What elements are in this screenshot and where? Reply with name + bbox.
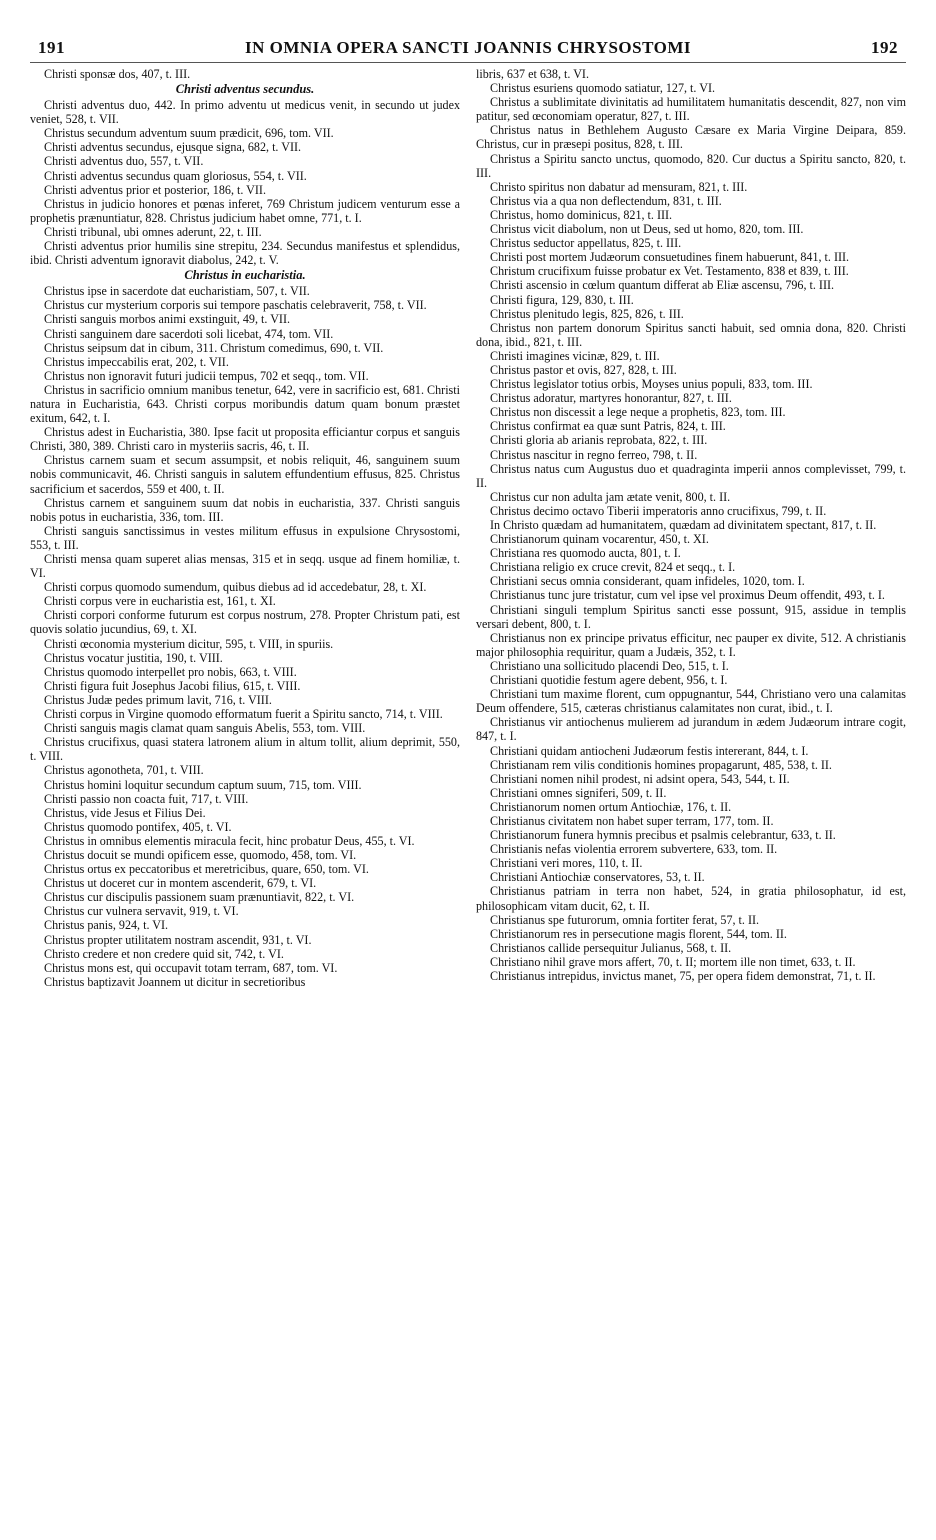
section-heading: Christus in eucharistia. xyxy=(184,268,306,283)
index-entry: Christus secundum adventum suum prædicit, 696, tom. VII. xyxy=(44,126,334,141)
index-entry: Christo credere et non credere quid sit, 742, t. VI. xyxy=(44,946,284,961)
index-entry: Christianus vir antiochenus mulierem ad jurandum in ædem Judæorum intrare cogit, 847, t. I. xyxy=(476,715,906,744)
index-entry: Christus agonotheta, 701, t. VIII. xyxy=(44,763,204,778)
index-entry: Christiani quidam antiocheni Judæorum festis intererant, 844, t. I. xyxy=(490,743,809,758)
page-number-right: 192 xyxy=(871,38,898,57)
index-entry: Christiani Antiochiæ conservatores, 53, t. II. xyxy=(490,870,705,885)
index-entry: Christus legislator totius orbis, Moyses unius populi, 833, tom. III. xyxy=(490,377,813,392)
index-entry: Christus, vide Jesus et Filius Dei. xyxy=(44,805,206,820)
index-entry: Christus seductor appellatus, 825, t. III. xyxy=(490,236,682,251)
index-entry: Christi ascensio in cœlum quantum differat ab Eliæ ascensu, 796, t. III. xyxy=(490,278,835,293)
index-entry: Christi sanguinem dare sacerdoti soli licebat, 474, tom. VII. xyxy=(44,326,334,341)
index-entry: Christus in sacrificio omnium manibus tenetur, 642, vere in sacrificio est, 681. Christi natura in Eucharistia, 643. Christi corpus moribundis datum quam bonum præstet exitum, 642, t. I. xyxy=(30,382,460,426)
index-entry: Christianis nefas violentia errorem subvertere, 633, tom. II. xyxy=(490,842,778,857)
section-heading: Christi adventus secundus. xyxy=(175,82,315,97)
index-entry: Christus cur non adulta jam ætate venit, 800, t. II. xyxy=(490,489,731,504)
index-entry: Christo spiritus non dabatur ad mensuram, 821, t. III. xyxy=(490,179,748,194)
index-entry: Christi sanguis sanctissimus in vestes militum effusus in expulsione Chrysostomi, 553, t. III. xyxy=(30,523,460,552)
running-header xyxy=(30,38,906,63)
index-entry: Christus ut doceret cur in montem ascenderit, 679, t. VI. xyxy=(44,876,317,891)
index-entry: Christiana religio ex cruce crevit, 824 et seqq., t. I. xyxy=(490,560,736,575)
index-entry: Christus carnem suam et secum assumpsit, et nobis reliquit, 46, sanguinem suum nobis communicavit, 46. Christi sanguis in salutem effundentium effusus, 825. Christus sacrificium et sacerdos, 559 et 400, t. II. xyxy=(30,453,460,496)
index-entry: Christi œconomia mysterium dicitur, 595, t. VIII, in spuriis. xyxy=(44,636,334,651)
index-entry: Christus baptizavit Joannem ut dicitur in secretioribus xyxy=(44,974,306,989)
index-entry: Christiani secus omnia considerant, quam infideles, 1020, tom. I. xyxy=(490,574,805,589)
index-entry: Christus adoratur, martyres honorantur, 827, t. III. xyxy=(490,391,732,406)
index-entry: Christus plenitudo legis, 825, 826, t. III. xyxy=(490,306,684,321)
index-entry: Christus a sublimitate divinitatis ad humilitatem humanitatis descendit, 827, non vim patitur, sed œconomiam operatur, 827, t. III. xyxy=(476,95,906,124)
index-entry: Christus non discessit a lege neque a prophetis, 823, tom. III. xyxy=(490,405,786,420)
index-entry: Christi sanguis magis clamat quam sanguis Abelis, 553, tom. VIII. xyxy=(44,721,366,736)
index-entry: Christi sanguis morbos animi exstinguit, 49, t. VII. xyxy=(44,312,291,327)
index-entry: Christiani singuli templum Spiritus sancti esse possunt, 915, assidue in templis versari debent, 800, t. I. xyxy=(476,602,906,631)
index-entry: Christus cur mysterium corporis sui tempore paschatis celebraverit, 758, t. VII. xyxy=(44,298,427,313)
index-entry: Christi mensa quam superet alias mensas, 315 et in seqq. usque ad finem homiliæ, t. VI. xyxy=(30,552,460,581)
index-entry: Christiani veri mores, 110, t. II. xyxy=(490,856,643,871)
index-entry: Christianus civitatem non habet super terram, 177, tom. II. xyxy=(490,813,774,828)
index-entry: Christus esuriens quomodo satiatur, 127, t. VI. xyxy=(490,81,716,96)
index-entry: Christianorum nomen ortum Antiochiæ, 176, t. II. xyxy=(490,799,732,814)
index-entry: Christus in judicio honores et pœnas inferet, 769 Christum judicem venturum esse a prophetis prænuntiatur, 828. Christus judicium habet omne, 771, t. I. xyxy=(30,196,460,225)
index-entry: Christi adventus secundus quam gloriosus, 554, t. VII. xyxy=(44,168,307,183)
index-entry: Christianos callide persequitur Julianus, 568, t. II. xyxy=(490,940,732,955)
index-entry: libris, 637 et 638, t. VI. xyxy=(476,67,589,81)
index-entry: Christiana res quomodo aucta, 801, t. I. xyxy=(490,546,681,561)
index-entry: Christus quomodo pontifex, 405, t. VI. xyxy=(44,819,232,834)
index-entry: Christus non partem donorum Spiritus sancti habuit, sed omnia dona, 820. Christi dona, ibid., 821, t. III. xyxy=(476,320,906,349)
index-entry: Christi corpus vere in eucharistia est, 161, t. XI. xyxy=(44,594,276,609)
index-entry: Christus crucifixus, quasi statera latronem alium in altum tollit, alium deprimit, 550, t. VIII. xyxy=(30,735,460,764)
index-entry: Christus Judæ pedes primum lavit, 716, t. VIII. xyxy=(44,692,272,707)
index-entry: Christi gloria ab arianis reprobata, 822, t. III. xyxy=(490,433,708,448)
index-entry: Christus confirmat ea quæ sunt Patris, 824, t. III. xyxy=(490,419,726,434)
left-column xyxy=(30,67,460,989)
index-entry: Christus in omnibus elementis miracula fecit, hinc probatur Deus, 455, t. VI. xyxy=(44,833,415,848)
index-entry: Christiano nihil grave mors affert, 70, t. II; mortem ille non timet, 633, t. II. xyxy=(490,954,856,969)
index-entry: Christianorum funera hymnis precibus et psalmis celebrantur, 633, t. II. xyxy=(490,828,836,843)
page-number-left: 191 xyxy=(38,38,65,57)
running-title: IN OMNIA OPERA SANCTI JOANNIS CHRYSOSTOMI xyxy=(244,38,692,57)
index-entry: Christus quomodo interpellet pro nobis, 663, t. VIII. xyxy=(44,664,297,679)
index-entry: Christi adventus prior humilis sine strepitu, 234. Secundus manifestus et splendidus, ibid. Christi adventum ignoravit diabolus, 242, t. V. xyxy=(30,239,460,268)
index-entry: Christus vocatur justitia, 190, t. VIII. xyxy=(44,650,223,665)
index-entry: Christus ortus ex peccatoribus et meretricibus, quare, 650, tom. VI. xyxy=(44,862,369,877)
index-entry: Christus vicit diabolum, non ut Deus, sed ut homo, 820, tom. III. xyxy=(490,222,804,237)
index-entry: Christi adventus prior et posterior, 186, t. VII. xyxy=(44,182,266,197)
index-entry: Christus a Spiritu sancto unctus, quomodo, 820. Cur ductus a Spiritu sancto, 820, t. III. xyxy=(476,151,906,180)
index-entry: Christi tribunal, ubi omnes aderunt, 22, t. III. xyxy=(44,224,262,239)
index-entry: Christum crucifixum fuisse probatur ex Vet. Testamento, 838 et 839, t. III. xyxy=(490,264,849,279)
index-entry: Christi corpus in Virgine quomodo efformatum fuerit a Spiritu sancto, 714, t. VIII. xyxy=(44,707,443,722)
index-entry: Christiani tum maxime florent, cum oppugnantur, 544, Christiano vero una calamitas Deum offendere, 515, cæteras christianus calamitates non curat, ibid., t. I. xyxy=(476,687,906,716)
index-entry: Christus, homo dominicus, 821, t. III. xyxy=(490,207,673,222)
index-entry: Christus mons est, qui occupavit totam terram, 687, tom. VI. xyxy=(44,960,338,975)
right-column xyxy=(476,67,906,989)
index-entry: Christi passio non coacta fuit, 717, t. VIII. xyxy=(44,791,249,806)
index-entry: Christianus spe futurorum, omnia fortiter ferat, 57, t. II. xyxy=(490,912,760,927)
index-entry: Christus impeccabilis erat, 202, t. VII. xyxy=(44,354,229,369)
index-entry: Christus propter utilitatem nostram ascendit, 931, t. VI. xyxy=(44,932,312,947)
index-entry: Christi corpus quomodo sumendum, quibus diebus ad id accedebatur, 28, t. XI. xyxy=(44,580,427,595)
index-entry: Christiani quotidie festum agere debent, 956, t. I. xyxy=(490,673,728,688)
index-entry: Christianus intrepidus, invictus manet, 75, per opera fidem demonstrat, 71, t. II. xyxy=(490,969,876,983)
index-entry: Christiani omnes signiferi, 509, t. II. xyxy=(490,785,667,800)
index-entry: In Christo quædam ad humanitatem, quædam ad divinitatem spectant, 817, t. II. xyxy=(490,518,877,532)
index-entry: Christianus patriam in terra non habet, 524, in gratia philosophatur, id est, philosophicam vitam ducit, 62, t. II. xyxy=(476,884,906,913)
index-entry: Christus cur discipulis passionem suam prænuntiavit, 822, t. VI. xyxy=(44,890,355,905)
index-entry: Christi post mortem Judæorum consuetudines finem habuerunt, 841, t. III. xyxy=(490,250,850,265)
index-entry: Christus natus in Bethlehem Augusto Cæsare ex Maria Virgine Deipara, 859. Christus, cur in præsepi positus, 828, t. III. xyxy=(476,123,906,152)
index-entry: Christiano una sollicitudo placendi Deo, 515, t. I. xyxy=(490,658,729,673)
index-entry: Christus cur vulnera servavit, 919, t. VI. xyxy=(44,904,239,919)
index-entry: Christi corpori conforme futurum est corpus nostrum, 278. Propter Christum pati, est quovis solatio jucundius, 69, t. XI. xyxy=(30,608,460,637)
index-entry: Christus pastor et ovis, 827, 828, t. III. xyxy=(490,362,677,377)
index-entry: Christus docuit se mundi opificem esse, quomodo, 458, tom. VI. xyxy=(44,847,357,862)
index-entry: Christianus non ex principe privatus efficitur, nec pauper ex divite, 512. A christianis major philosophia requiritur, quam a Judæis, 352, t. I. xyxy=(476,630,906,659)
index-entry: Christi adventus duo, 557, t. VII. xyxy=(44,154,204,169)
index-entry: Christus panis, 924, t. VI. xyxy=(44,918,169,933)
index-entry: Christi figura fuit Josephus Jacobi filius, 615, t. VIII. xyxy=(44,678,301,693)
index-entry: Christus non ignoravit futuri judicii tempus, 702 et seqq., tom. VII. xyxy=(44,368,369,383)
index-entry: Christi sponsæ dos, 407, t. III. xyxy=(44,67,191,81)
index-entry: Christus seipsum dat in cibum, 311. Christum comedimus, 690, t. VII. xyxy=(44,340,384,355)
index-entry: Christianus tunc jure tristatur, cum vel ipse vel proximus Deum offendit, 493, t. I. xyxy=(490,588,885,603)
index-entry: Christus homini loquitur secundum captum suum, 715, tom. VIII. xyxy=(44,777,362,792)
index-entry: Christus carnem et sanguinem suum dat nobis in eucharistia, 337. Christi sanguis nobis potus in eucharistia, 336, tom. III. xyxy=(30,495,460,524)
index-entry: Christiani nomen nihil prodest, ni adsint opera, 543, 544, t. II. xyxy=(490,771,790,786)
index-entry: Christi adventus duo, 442. In primo adventu ut medicus venit, in secundo ut judex veniet, 528, t. VII. xyxy=(30,98,460,127)
index-entry: Christus ipse in sacerdote dat eucharistiam, 507, t. VII. xyxy=(44,284,310,299)
index-entry: Christi adventus secundus, ejusque signa, 682, t. VII. xyxy=(44,140,302,155)
index-entry: Christus nascitur in regno ferreo, 798, t. II. xyxy=(490,447,698,462)
index-entry: Christianorum quinam vocarentur, 450, t. XI. xyxy=(490,532,709,547)
index-entry: Christus adest in Eucharistia, 380. Ipse facit ut proposita efficiantur corpus et sanguis Christi, 380, 389. Christi caro in mysteriis sacris, 46, t. II. xyxy=(30,425,460,454)
index-entry: Christianam rem vilis conditionis homines propagarunt, 485, 538, t. II. xyxy=(490,757,832,772)
index-entry: Christus decimo octavo Tiberii imperatoris anno crucifixus, 799, t. II. xyxy=(490,503,827,518)
index-entry: Christi imagines vicinæ, 829, t. III. xyxy=(490,348,660,363)
index-columns xyxy=(30,67,906,989)
index-entry: Christianorum res in persecutione magis florent, 544, tom. II. xyxy=(490,926,787,941)
index-entry: Christi figura, 129, 830, t. III. xyxy=(490,292,634,307)
index-entry: Christus via a qua non deflectendum, 831, t. III. xyxy=(490,193,722,208)
index-entry: Christus natus cum Augustus duo et quadraginta imperii annos complevisset, 799, t. II. xyxy=(476,461,906,490)
